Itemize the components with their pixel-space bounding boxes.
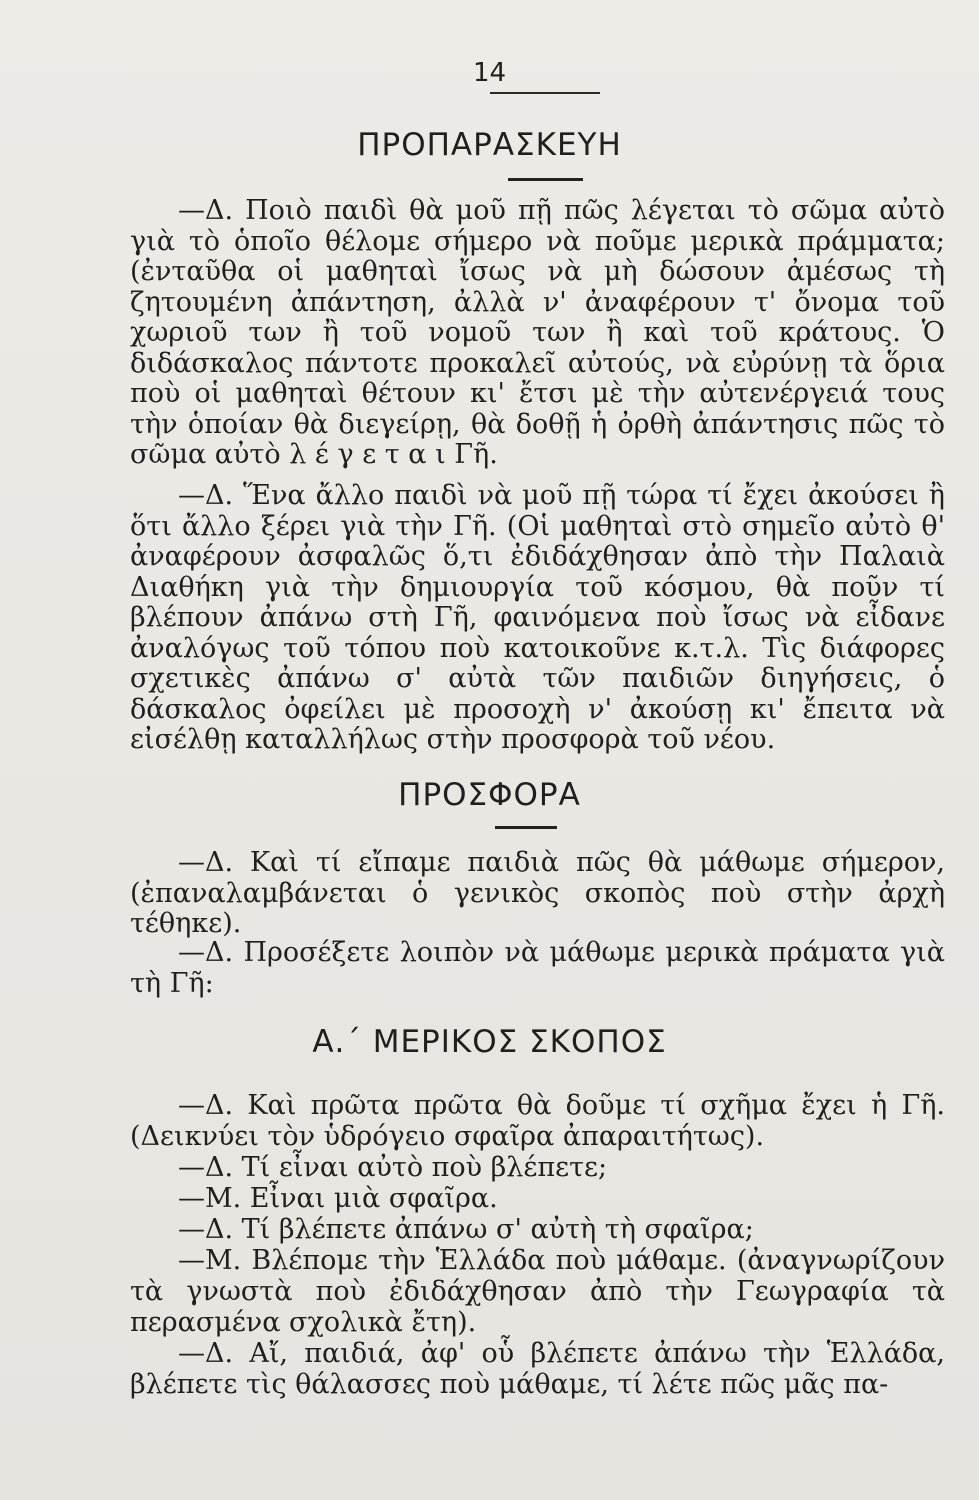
- dialogue-line: —Δ. Αἴ, παιδιά, ἀφ' οὗ βλέπετε ἀπάνω τὴν Ἑλλάδα, βλέπετε τὶς θάλασσες ποὺ μάθαμε, τί λέτε πῶς μᾶς πα-: [130, 1338, 945, 1400]
- paragraph: —Δ. Ποιὸ παιδὶ θὰ μοῦ πῇ πῶς λέγεται τὸ σῶμα αὐτὸ γιὰ τὸ ὁποῖο θέλομε σήμερο νὰ ποῦμε μερικὰ πράμματα; (ἐνταῦθα οἱ μαθηταὶ ἴσως νὰ μὴ δώσουν ἀμέσως τὴ ζητουμένη ἀπάντηση, ἀλλὰ ν' ἀναφέρουν τ' ὄνομα τοῦ χωριοῦ των ἢ τοῦ νομοῦ των ἢ καὶ τοῦ κράτους. Ὁ διδάσκαλος πάντοτε προκαλεῖ αὐτούς, νὰ εὐρύνῃ τὰ ὅρια ποὺ οἱ μαθηταὶ θέτουν κι' ἔτσι μὲ τὴν αὐτενέργειά τους τὴν ὁποίαν θὰ διεγείρῃ, θὰ δοθῇ ἡ ὀρθὴ ἀπάντησις πῶς τὸ σῶμα αὐτὸ λ έ γ ε τ α ι Γῆ.: [130, 195, 945, 470]
- heading-partial-aim: Α.΄ ΜΕΡΙΚΟΣ ΣΚΟΠΟΣ: [312, 1024, 667, 1060]
- heading-underline: [495, 826, 557, 829]
- heading-offering: ΠΡΟΣΦΟΡΑ: [398, 777, 581, 813]
- heading-underline: [508, 178, 583, 181]
- dialogue-line: —Μ. Εἶναι μιὰ σφαῖρα.: [178, 1183, 498, 1214]
- paragraph: —Δ. Καὶ τί εἴπαμε παιδιὰ πῶς θὰ μάθωμε σήμερον, (ἐπαναλαμβάνεται ὁ γενικὸς σκοπὸς ποὺ στὴν ἀρχὴ τέθηκε).: [130, 847, 945, 939]
- page-number: 14: [472, 58, 507, 88]
- page-number-rule: [490, 92, 600, 94]
- heading-preparation: ΠΡΟΠΑΡΑΣΚΕΥΗ: [357, 127, 622, 163]
- dialogue-line: —Δ. Τί βλέπετε ἀπάνω σ' αὐτὴ τὴ σφαῖρα;: [178, 1214, 754, 1245]
- dialogue-line: —Δ. Καὶ πρῶτα πρῶτα θὰ δοῦμε τί σχῆμα ἔχει ἡ Γῆ. (Δεικνύει τὸν ὑδρόγειο σφαῖρα ἀπαραιτήτως).: [130, 1090, 945, 1152]
- dialogue-line: —Δ. Τί εἶναι αὐτὸ ποὺ βλέπετε;: [178, 1152, 608, 1183]
- dialogue-block: [130, 1090, 945, 1400]
- paragraph: —Δ. Προσέξετε λοιπὸν νὰ μάθωμε μερικὰ πράματα γιὰ τὴ Γῆ:: [130, 937, 945, 999]
- paragraph: —Δ. Ἕνα ἄλλο παιδὶ νὰ μοῦ πῇ τώρα τί ἔχει ἀκούσει ἢ ὅτι ἄλλο ξέρει γιὰ τὴν Γῆ. (Οἱ μαθηταὶ στὸ σημεῖο αὐτὸ θ' ἀναφέρουν ἀσφαλῶς ὅ,τι ἐδιδάχθησαν ἀπὸ τὴν Παλαιὰ Διαθήκη γιὰ τὴν δημιουργία τοῦ κόσμου, θὰ ποῦν τί βλέπουν ἀπάνω στὴ Γῆ, φαινόμενα ποὺ ἴσως νὰ εἶδανε ἀναλόγως τοῦ τόπου ποὺ κατοικοῦνε κ.τ.λ. Τὶς διάφορες σχετικὲς ἀπάνω σ' αὐτὰ τῶν παιδιῶν διηγήσεις, ὁ δάσκαλος ὀφείλει μὲ προσοχὴ ν' ἀκούσῃ κι' ἔπειτα νὰ εἰσέλθῃ καταλλήλως στὴν προσφορὰ τοῦ νέου.: [130, 480, 945, 755]
- dialogue-line: —Μ. Βλέπομε τὴν Ἑλλάδα ποὺ μάθαμε. (ἀναγνωρίζουν τὰ γνωστὰ ποὺ ἐδιδάχθησαν ἀπὸ τὴν Γεωγραφία τὰ περασμένα σχολικὰ ἔτη).: [130, 1245, 945, 1338]
